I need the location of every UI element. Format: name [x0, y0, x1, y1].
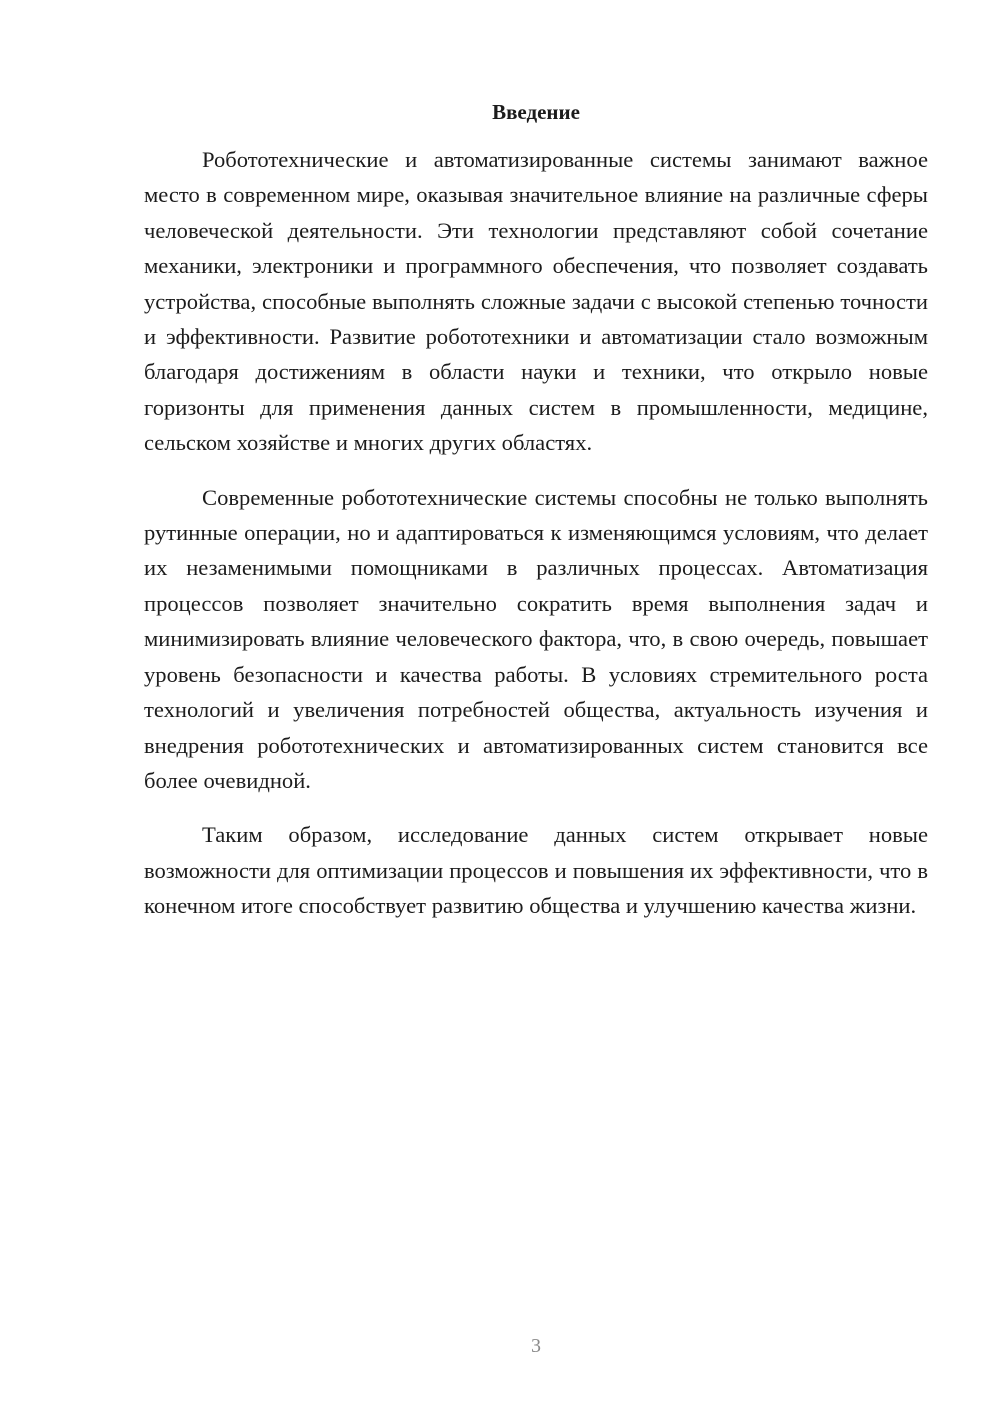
section-title: Введение	[492, 100, 580, 124]
paragraph-1: Робототехнические и автоматизированные системы занимают важное место в современном мире, оказывая значительное влияние на различные сферы человеческой деятельности. Эти технологии представляют собой сочетание механики, электроники и программного обеспечения, что позволяет создавать устройства, способные выполнять сложные задачи с высокой степенью точности и эффективности. Развитие робототехники и автоматизации стало возможным благодаря достижениям в области науки и техники, что открыло новые горизонты для применения данных систем в промышленности, медицине, сельском хозяйстве и многих других областях.	[144, 147, 928, 456]
paragraph-2: Современные робототехнические системы способны не только выполнять рутинные операции, но и адаптироваться к изменяющимся условиям, что делает их незаменимыми помощниками в различных процессах. Автоматизация процессов позволяет значительно сократить время выполнения задач и минимизировать влияние человеческого фактора, что, в свою очередь, повышает уровень безопасности и качества работы. В условиях стремительного роста технологий и увеличения потребностей общества, актуальность изучения и внедрения робототехнических и автоматизированных систем становится все более очевидной.	[144, 484, 928, 793]
page-number: 3	[531, 1335, 541, 1357]
paragraph-3: Таким образом, исследование данных систем открывает новые возможности для оптимизации процессов и повышения их эффективности, что в конечном итоге способствует развитию общества и улучшению качества жизни.	[144, 822, 928, 919]
body-text	[144, 142, 928, 924]
